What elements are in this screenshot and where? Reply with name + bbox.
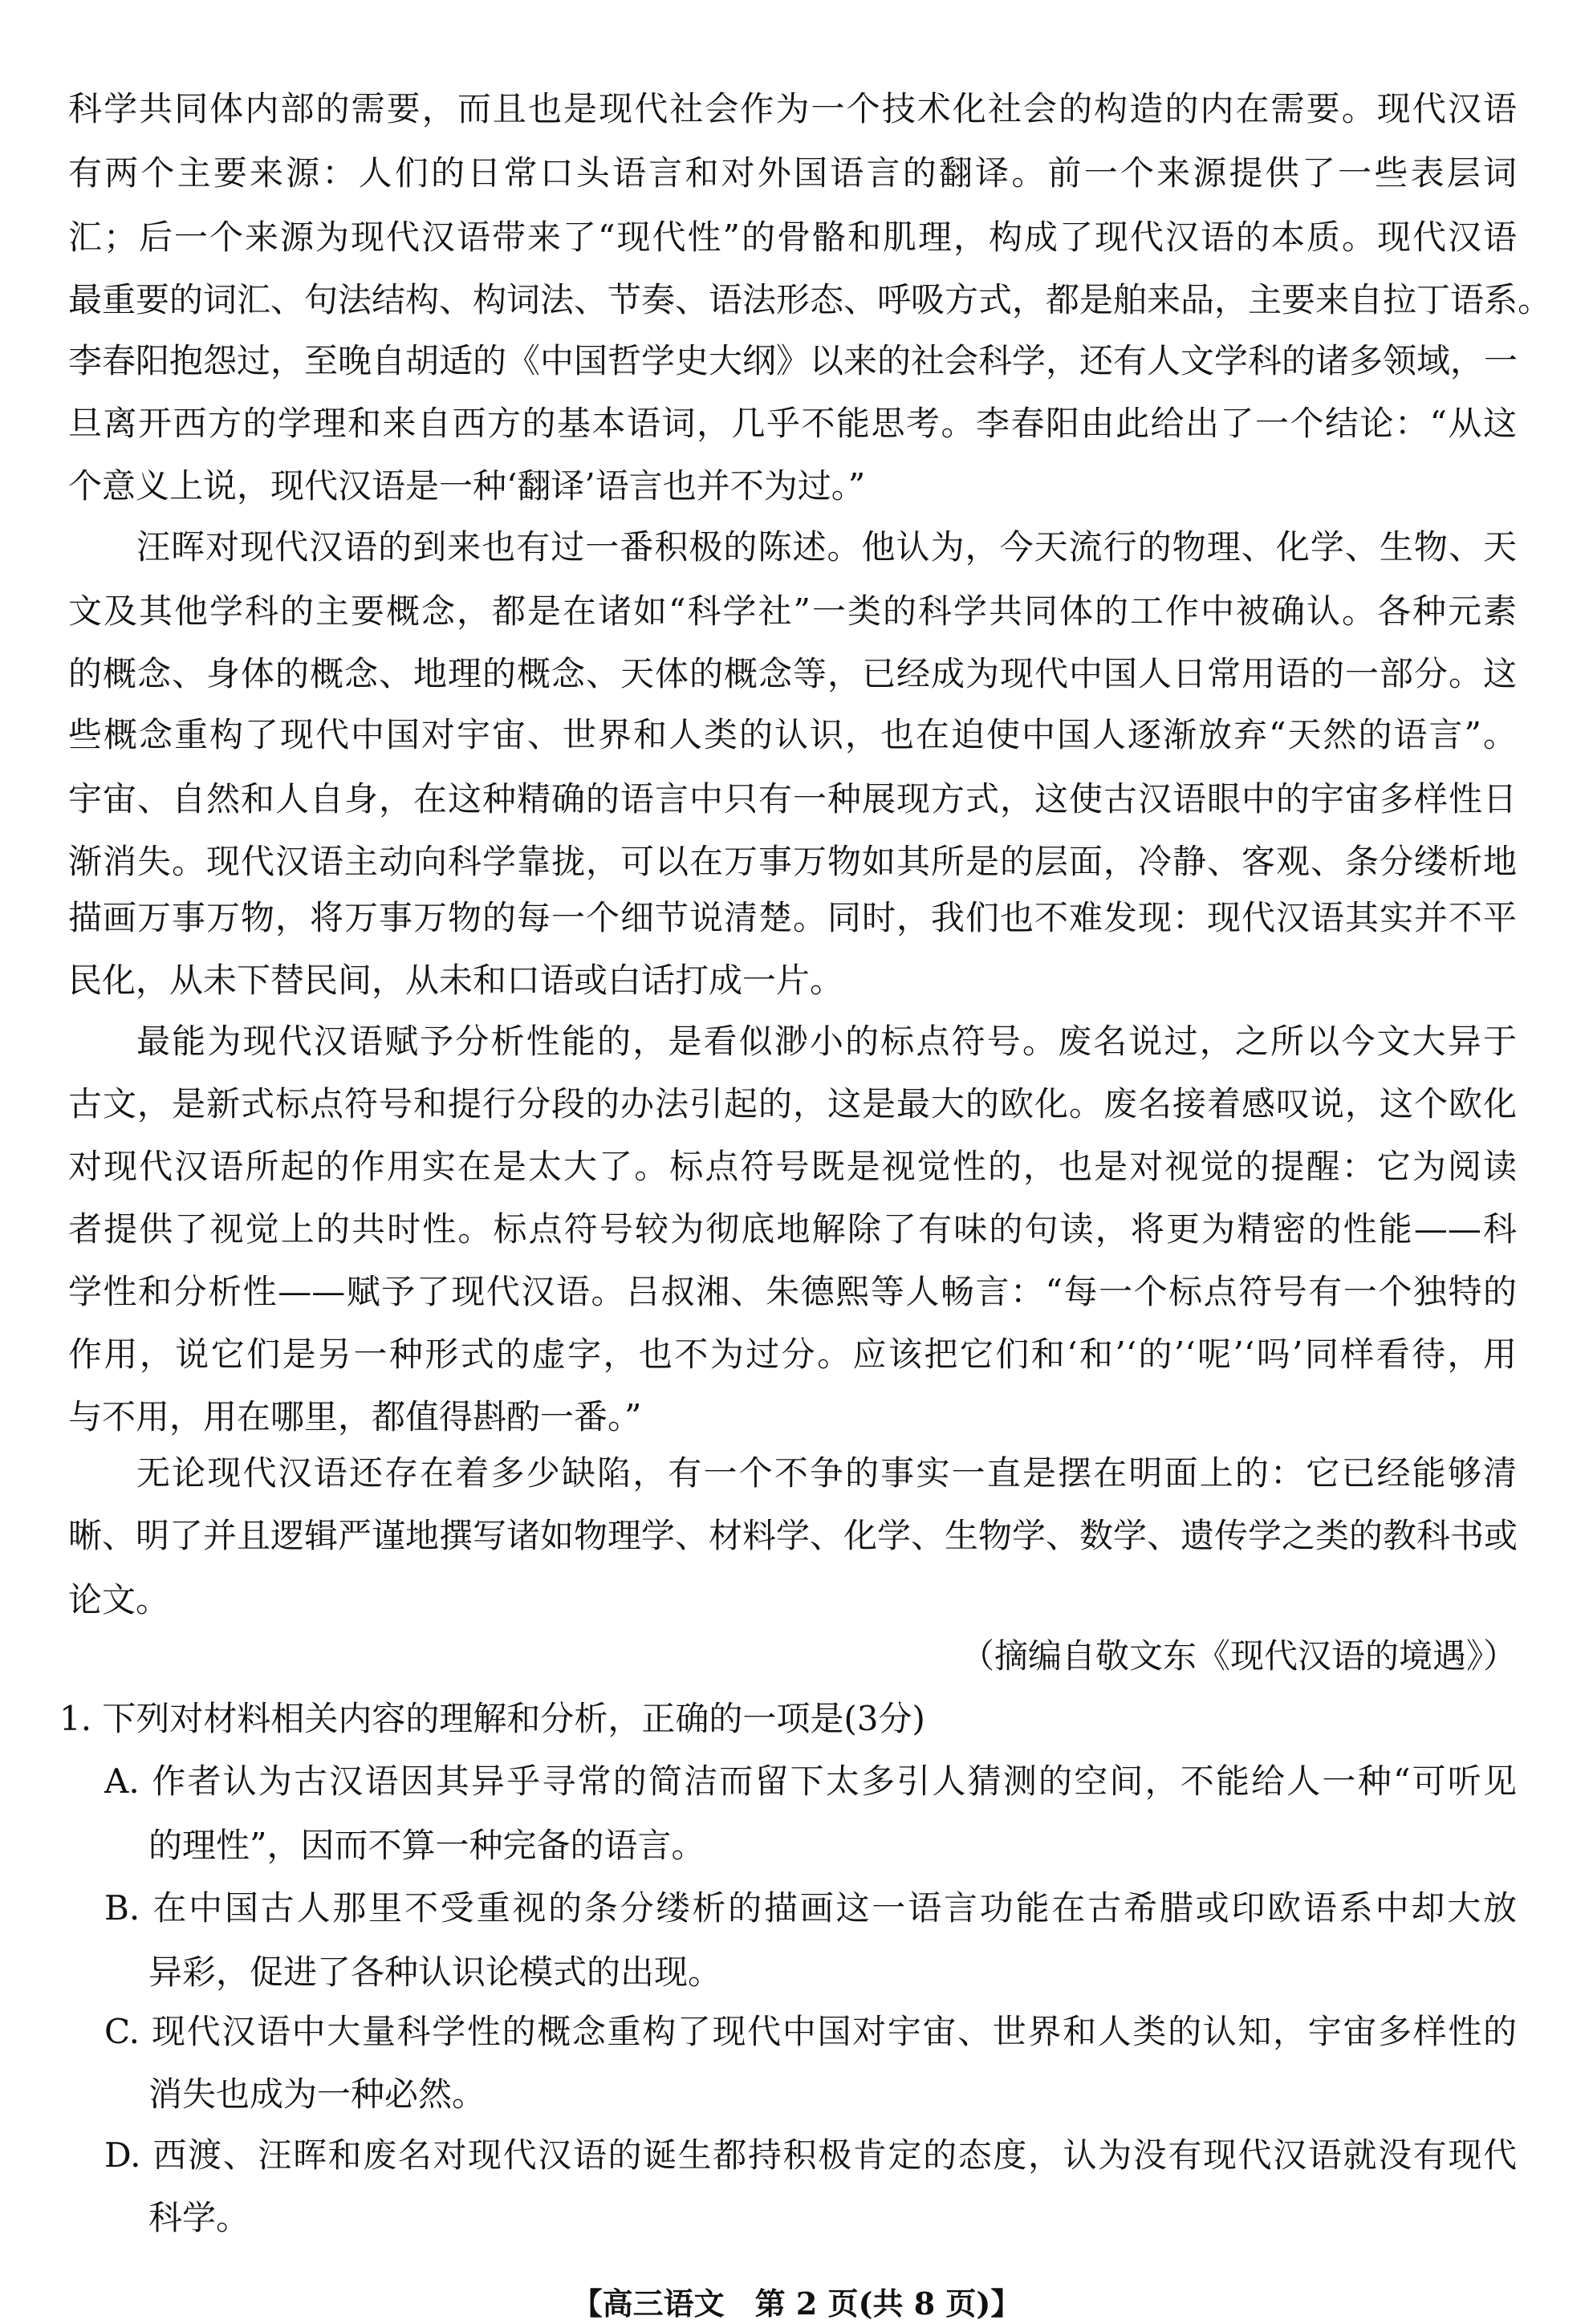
text-line: 旦离开西方的学理和来自西方的基本语词，几乎不能思考。李春阳由此给出了一个结论：“从这: [68, 404, 1517, 443]
text-line: 论文。: [68, 1580, 170, 1619]
text-line: 个意义上说，现代汉语是一种‘翻译’语言也并不为过。”: [68, 466, 866, 506]
option-a: A. 作者认为古汉语因其异乎寻常的简洁而留下太多引人猜测的空间，不能给人一种“可听见: [104, 1761, 1517, 1801]
text-line: 最重要的词汇、句法结构、构词法、节奏、语法形态、呼吸方式，都是舶来品，主要来自拉丁语系。: [68, 280, 1552, 319]
text-line: 文及其他学科的主要概念，都是在诸如“科学社”一类的科学共同体的工作中被确认。各种元素: [68, 591, 1517, 631]
text-line: 无论现代汉语还存在着多少缺陷，有一个不争的事实一直是摆在明面上的：它已经能够清: [136, 1453, 1517, 1493]
option-a-continued: 的理性”，因而不算一种完备的语言。: [148, 1826, 705, 1865]
option-c-continued: 消失也成为一种必然。: [148, 2074, 486, 2114]
text-line: 古文，是新式标点符号和提行分段的办法引起的，这是最大的欧化。废名接着感叹说，这个欧化: [68, 1084, 1517, 1123]
text-line: 描画万事万物，将万事万物的每一个细节说清楚。同时，我们也不难发现：现代汉语其实并不平: [68, 898, 1517, 937]
text-line: 与不用，用在哪里，都值得斟酌一番。”: [68, 1397, 642, 1436]
text-line: 科学共同体内部的需要，而且也是现代社会作为一个技术化社会的构造的内在需要。现代汉语: [68, 89, 1517, 128]
source-citation: （摘编自敬文东《现代汉语的境遇》）: [960, 1636, 1517, 1676]
text-line: 者提供了视觉上的共时性。标点符号较为彻底地解除了有味的句读，将更为精密的性能——科: [68, 1209, 1517, 1249]
page-footer: 【高三语文 第 2 页(共 8 页)】: [571, 2285, 1022, 2322]
text-line: 学性和分析性——赋予了现代汉语。吕叔湘、朱德熙等人畅言：“每一个标点符号有一个独特的: [68, 1272, 1517, 1311]
question-stem: 1. 下列对材料相关内容的理解和分析，正确的一项是(3分): [59, 1699, 925, 1738]
option-d: D. 西渡、汪晖和废名对现代汉语的诞生都持积极肯定的态度，认为没有现代汉语就没有现代: [104, 2135, 1517, 2175]
text-line: 晰、明了并且逻辑严谨地撰写诸如物理学、材料学、化学、生物学、数学、遗传学之类的教科书或: [68, 1516, 1518, 1555]
text-line: 汪晖对现代汉语的到来也有过一番积极的陈述。他认为，今天流行的物理、化学、生物、天: [136, 527, 1517, 567]
option-c: C. 现代汉语中大量科学性的概念重构了现代中国对宇宙、世界和人类的认知，宇宙多样性的: [104, 2012, 1517, 2051]
option-b-continued: 异彩，促进了各种认识论模式的出现。: [148, 1952, 722, 1992]
text-line: 的概念、身体的概念、地理的概念、天体的概念等，已经成为现代中国人日常用语的一部分。这: [68, 654, 1517, 693]
text-line: 宇宙、自然和人自身，在这种精确的语言中只有一种展现方式，这使古汉语眼中的宇宙多样性日: [68, 779, 1517, 819]
text-line: 最能为现代汉语赋予分析性能的，是看似渺小的标点符号。废名说过，之所以今文大异于: [136, 1022, 1517, 1061]
text-line: 渐消失。现代汉语主动向科学靠拢，可以在万事万物如其所是的层面，冷静、客观、条分缕析地: [68, 842, 1517, 881]
text-line: 民化，从未下替民间，从未和口语或白话打成一片。: [68, 961, 844, 1000]
text-line: 汇；后一个来源为现代汉语带来了“现代性”的骨骼和肌理，构成了现代汉语的本质。现代汉语: [68, 217, 1517, 257]
text-line: 李春阳抱怨过，至晚自胡适的《中国哲学史大纲》以来的社会科学，还有人文学科的诸多领域，一: [68, 341, 1518, 380]
text-line: 作用，说它们是另一种形式的虚字，也不为过分。应该把它们和‘和’‘的’‘呢’‘吗’同样看待，用: [68, 1335, 1517, 1374]
text-line: 对现代汉语所起的作用实在是太大了。标点符号既是视觉性的，也是对视觉的提醒：它为阅读: [68, 1147, 1517, 1186]
option-b: B. 在中国古人那里不受重视的条分缕析的描画这一语言功能在古希腊或印欧语系中却大放: [104, 1888, 1517, 1928]
text-line: 有两个主要来源：人们的日常口头语言和对外国语言的翻译。前一个来源提供了一些表层词: [68, 153, 1517, 193]
text-line: 些概念重构了现代中国对宇宙、世界和人类的认识，也在迫使中国人逐渐放弃“天然的语言”。: [68, 715, 1517, 754]
option-d-continued: 科学。: [148, 2198, 250, 2237]
